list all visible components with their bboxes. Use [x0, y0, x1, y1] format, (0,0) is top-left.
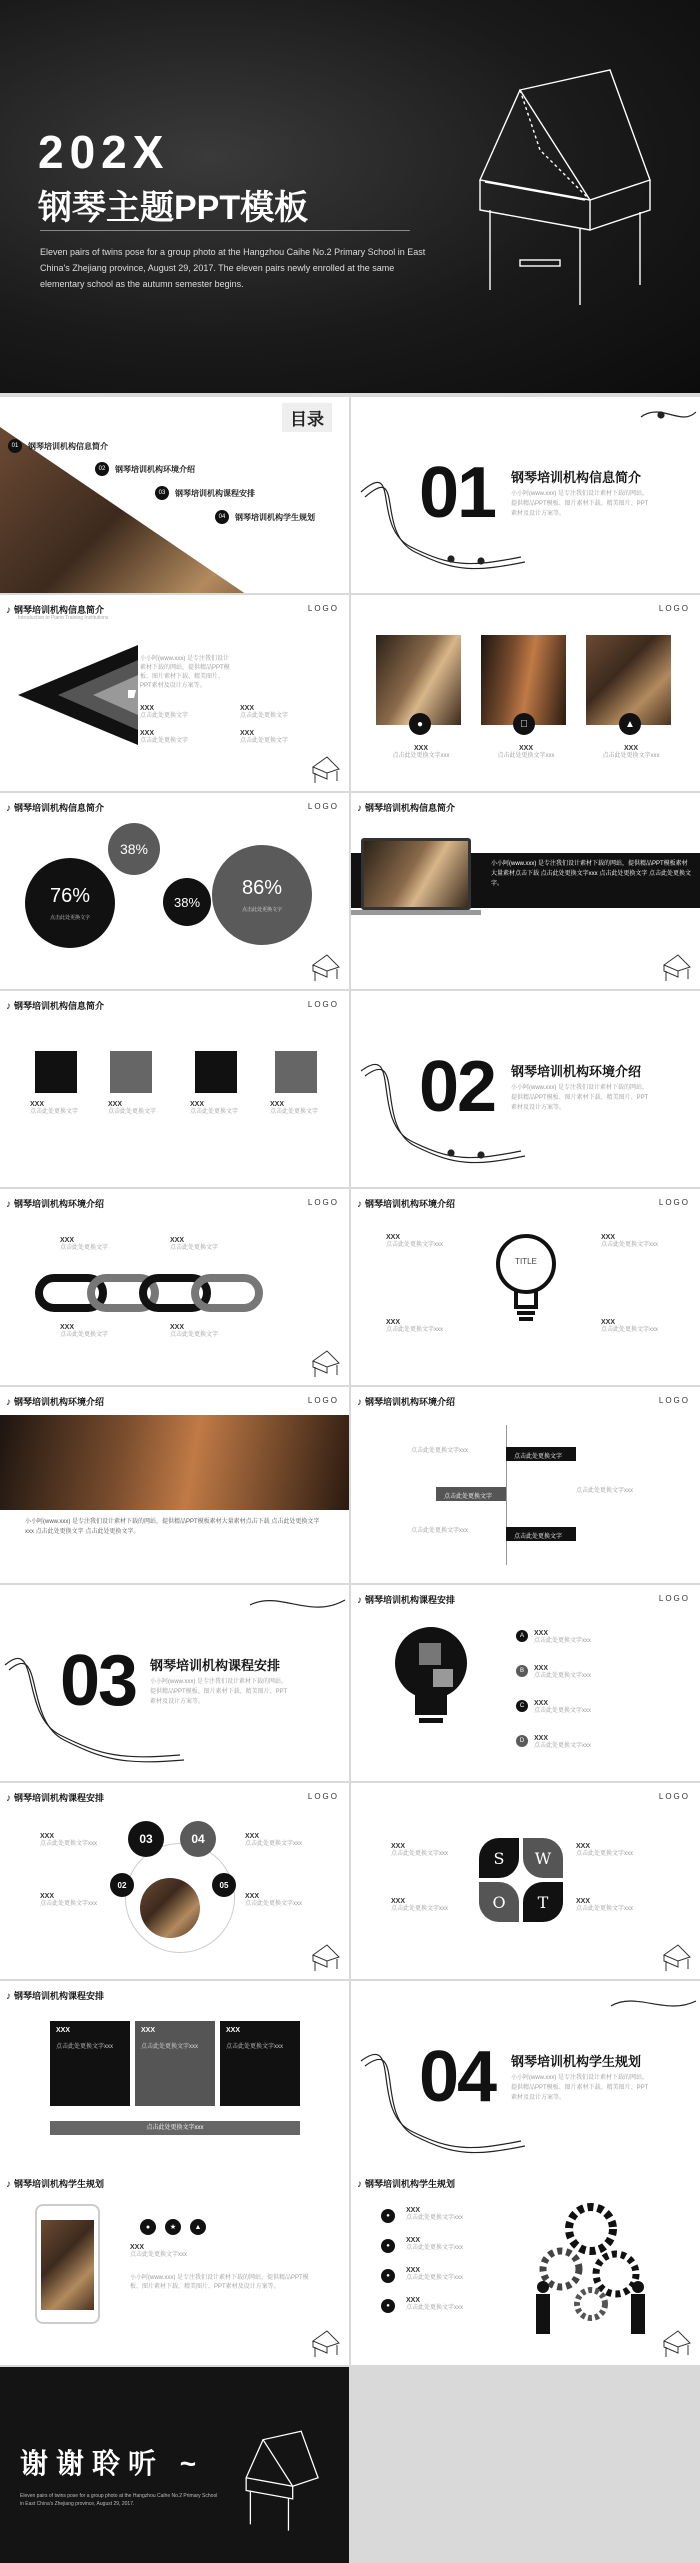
people-icon: ● [381, 2209, 395, 2223]
timeline-text: 点击此处更换文字xxx [411, 1528, 469, 1534]
item-title: XXX [140, 705, 155, 712]
chain-label-text: 点击此处更换文字 [60, 1245, 109, 1251]
course-box-text: 点击此处更换文字xxx [226, 2044, 284, 2050]
course-label-text: 点击此处更换文字xxx [40, 1841, 98, 1847]
gear-label-title: XXX [406, 2207, 421, 2214]
course-label-text: 点击此处更换文字xxx [40, 1901, 98, 1907]
course-label-text: 点击此处更换文字xxx [245, 1901, 303, 1907]
feature-icon: ● [140, 2219, 156, 2235]
swot-label [391, 1843, 448, 1859]
piano-icon [309, 2329, 343, 2359]
course-box-title: XXX [141, 2027, 156, 2034]
list-title: XXX [534, 1700, 549, 1707]
slide-header: ♪ 钢琴培训机构信息简介 [357, 801, 455, 814]
slide-header: ♪ 钢琴培训机构课程安排 [6, 1989, 104, 2002]
photo-3 [586, 635, 671, 725]
section-number: 02 [419, 1047, 496, 1127]
logo: LOGO [658, 1198, 690, 1207]
slide-header: ♪ 钢琴培训机构环境介绍 [357, 1395, 455, 1408]
funnel-item [140, 730, 188, 746]
banner-photo [0, 1415, 349, 1510]
list-title: XXX [534, 1735, 549, 1742]
swot-label [391, 1898, 448, 1914]
swot-label-title: XXX [391, 1843, 406, 1850]
funnel-item [240, 730, 288, 746]
bulb-label-title: XXX [386, 1234, 401, 1241]
caption-text: 点击此处更换文字xxx [392, 753, 450, 759]
funnel-item [140, 705, 188, 721]
list-text: 点击此处更换文字xxx [534, 1673, 592, 1679]
course-box [220, 2021, 300, 2106]
slide-header: ♪ 钢琴培训机构学生规划 [357, 2177, 455, 2190]
logo: LOGO [307, 1000, 339, 1009]
puzzle-piece-icon [35, 1051, 77, 1093]
piano-illustration [460, 60, 660, 320]
course-label [40, 1893, 97, 1909]
slide-header: ♪ 钢琴培训机构环境介绍 [6, 1197, 104, 1210]
course-box-title: XXX [226, 2027, 241, 2034]
swot-label [576, 1843, 633, 1859]
thanks-slide [0, 2367, 349, 2563]
swot-label-title: XXX [391, 1898, 406, 1905]
photo-text-slide [0, 1387, 349, 1583]
course-circle: 05 [212, 1873, 236, 1897]
photo-caption-2 [496, 745, 556, 761]
lightbulb-icon [491, 1229, 561, 1329]
cover-title: 钢琴主题PPT模板 [38, 189, 309, 227]
course-box [50, 2021, 130, 2106]
item-text: 点击此处更换文字 [140, 738, 189, 744]
cover-year: 202X [38, 126, 170, 178]
phone-icon [35, 2204, 100, 2324]
caption-text: 点击此处更换文字 [270, 1109, 319, 1115]
course-boxes-slide [0, 1981, 349, 2177]
item-title: XXX [240, 705, 255, 712]
toc-item-label: 钢琴培训机构学生规划 [235, 512, 315, 522]
section-description: 小小阿(www.xxx) 是专注我们设计素材下载的网站，提供精品PPT模板、图片素材下载、精美图片、PPT素材及设计方案等。 [511, 1085, 649, 1111]
section-title: 钢琴培训机构信息简介 [511, 470, 642, 485]
cover-divider [40, 230, 410, 231]
phone-slide [0, 2169, 349, 2365]
course-box-text: 点击此处更换文字xxx [141, 2044, 199, 2050]
timeline-tag: 点击此处更换文字 [436, 1487, 506, 1501]
timeline-slide [351, 1387, 700, 1583]
laptop-icon [361, 838, 471, 910]
caption-title: XXX [518, 745, 533, 752]
puzzle-caption [108, 1101, 156, 1117]
section-description: 小小阿(www.xxx) 是专注我们设计素材下载的网站，提供精品PPT模板、图片素材下载、精美图片、PPT素材及设计方案等。 [150, 1679, 288, 1705]
chain-label-text: 点击此处更换文字 [60, 1332, 109, 1338]
toc-item-number: 02 [95, 462, 109, 476]
course-label [40, 1833, 97, 1849]
caption-text: 点击此处更换文字 [108, 1109, 157, 1115]
android-icon: ▲ [619, 713, 641, 735]
list-bullet: B [516, 1665, 528, 1677]
section-title: 钢琴培训机构环境介绍 [511, 1064, 642, 1079]
swot-label-text: 点击此处更换文字xxx [576, 1906, 634, 1912]
section-description: 小小阿(www.xxx) 是专注我们设计素材下载的网站，提供精品PPT模板、图片素材下载、精美图片、PPT素材及设计方案等。 [511, 2075, 649, 2101]
course-label-title: XXX [245, 1833, 260, 1840]
lightbulb-title: TITLE [515, 1257, 537, 1266]
logo: LOGO [307, 802, 339, 811]
piano-icon [660, 953, 694, 983]
section-number: 01 [419, 453, 496, 533]
gear-label [406, 2297, 463, 2313]
banner-text: 小小阿(www.xxx) 是专注我们设计素材下载的网站，提供精品PPT模板素材大量素材点击下载 点击此处更换文字xxx 点击此处更换文字 点击此处更换文字。 [25, 1519, 320, 1535]
stat-circle [25, 858, 115, 948]
course-label-title: XXX [245, 1893, 260, 1900]
list-title: XXX [534, 1665, 549, 1672]
chain-label-text: 点击此处更换文字 [170, 1245, 219, 1251]
toc-heading: 目录 [282, 403, 332, 432]
list-item [516, 1630, 591, 1646]
puzzle-bulb-slide [351, 1585, 700, 1781]
course-circle: 04 [180, 1821, 216, 1857]
list-item [516, 1735, 591, 1751]
section-02-slide [351, 991, 700, 1187]
chain-label-title: XXX [60, 1237, 75, 1244]
logo: LOGO [658, 604, 690, 613]
puzzle-caption [30, 1101, 78, 1117]
list-text: 点击此处更换文字xxx [534, 1638, 592, 1644]
swot-label-title: XXX [576, 1898, 591, 1905]
toc-item-3[interactable] [155, 486, 255, 500]
puzzle-caption [270, 1101, 318, 1117]
caption-title: XXX [413, 745, 428, 752]
funnel-description: 小小阿(www.xxx) 是专注我们设计素材下载的网站，提供精品PPT模板、图片素材下载、精美图片、PPT素材及设计方案等。 [140, 656, 230, 689]
chef-icon: ● [381, 2239, 395, 2253]
swot-t: T [523, 1882, 563, 1922]
course-label-title: XXX [40, 1833, 55, 1840]
piano-icon [309, 1943, 343, 1973]
course-label [245, 1893, 302, 1909]
section-title: 钢琴培训机构学生规划 [511, 2054, 642, 2069]
slide-header: ♪ 钢琴培训机构环境介绍 [357, 1197, 455, 1210]
gear-label-text: 点击此处更换文字xxx [406, 2305, 464, 2311]
laptop-slide [351, 793, 700, 989]
swot-label-text: 点击此处更换文字xxx [576, 1851, 634, 1857]
stat-value: 76% [49, 885, 91, 907]
gear-label-title: XXX [406, 2297, 421, 2304]
apple-icon [513, 713, 535, 735]
section-03-slide [0, 1585, 349, 1781]
toc-item-label: 钢琴培训机构环境介绍 [115, 464, 195, 474]
gears-icon [526, 2199, 656, 2339]
logo: LOGO [307, 1396, 339, 1405]
list-bullet: C [516, 1700, 528, 1712]
course-box-text: 点击此处更换文字xxx [56, 2044, 114, 2050]
item-text: 点击此处更换文字 [240, 738, 289, 744]
toc-item-1[interactable] [8, 439, 108, 453]
slide-header: ♪ 钢琴培训机构学生规划 [6, 2177, 104, 2190]
section-04-slide [351, 1981, 700, 2177]
toc-item-label: 钢琴培训机构课程安排 [175, 488, 255, 498]
phone-description: 小小阿(www.xxx) 是专注我们设计素材下载的网站，提供精品PPT模板、图片素材下载、精美图片、PPT素材及设计方案等。 [130, 2275, 309, 2290]
logo: LOGO [307, 604, 339, 613]
swot-slide [351, 1783, 700, 1979]
list-bullet: A [516, 1630, 528, 1642]
toc-item-2[interactable] [95, 462, 195, 476]
caption-title: XXX [30, 1101, 45, 1108]
caption-title: XXX [623, 745, 638, 752]
feature-icon: ▲ [190, 2219, 206, 2235]
stat-circle: 38% [108, 823, 160, 875]
puzzle-piece-icon [275, 1051, 317, 1093]
photo-1 [376, 635, 461, 725]
feature-label [130, 2244, 187, 2260]
slide-header: ♪ 钢琴培训机构信息简介 [6, 603, 104, 616]
slide-header: ♪ 钢琴培训机构环境介绍 [6, 1395, 104, 1408]
bulb-label [601, 1234, 658, 1250]
logo: LOGO [307, 1792, 339, 1801]
puzzle-piece-icon [110, 1051, 152, 1093]
bulb-label-title: XXX [601, 1234, 616, 1241]
toc-item-number: 03 [155, 486, 169, 500]
item-text: 点击此处更换文字 [140, 713, 189, 719]
stat-label: 点击此处更换文字 [241, 907, 282, 913]
caption-title: XXX [190, 1101, 205, 1108]
course-label-title: XXX [40, 1893, 55, 1900]
gear-label-title: XXX [406, 2267, 421, 2274]
user-icon: ● [409, 713, 431, 735]
slide-header: ♪ 钢琴培训机构课程安排 [357, 1593, 455, 1606]
thanks-description: Eleven pairs of twins pose for a group photo at the Hangzhou Caihe No.2 Primary School in East China's Zhejiang province, August 29, 2017. [20, 2493, 218, 2507]
toc-item-number: 04 [215, 510, 229, 524]
chain-label-title: XXX [170, 1324, 185, 1331]
stat-label: 点击此处更换文字 [49, 915, 90, 921]
gear-label [406, 2267, 463, 2283]
list-item [516, 1665, 591, 1681]
logo: LOGO [658, 1396, 690, 1405]
feature-label-title: XXX [130, 2244, 145, 2251]
slide-subheader: Introduction to Piano Training Institutions [18, 615, 109, 621]
course-box-title: XXX [56, 2027, 71, 2034]
section-number: 03 [60, 1641, 137, 1721]
slide-header: ♪ 钢琴培训机构课程安排 [6, 1791, 104, 1804]
center-photo [140, 1878, 200, 1938]
item-title: XXX [140, 730, 155, 737]
caption-text: 点击此处更换文字 [30, 1109, 79, 1115]
item-title: XXX [240, 730, 255, 737]
list-text: 点击此处更换文字xxx [534, 1708, 592, 1714]
laptop-text: 小小阿(www.xxx) 是专注我们设计素材下载的网站，提供精品PPT模板素材大量素材点击下载 点击此处更换文字xxx 点击此处更换文字 点击此处更换文字。 [491, 861, 692, 887]
logo: LOGO [658, 1594, 690, 1603]
bulb-label-text: 点击此处更换文字xxx [601, 1327, 659, 1333]
list-item [516, 1700, 591, 1716]
photo-caption-1 [391, 745, 451, 761]
thanks-title: 谢谢聆听 ~ [20, 2448, 205, 2479]
bulb-label-text: 点击此处更换文字xxx [386, 1242, 444, 1248]
course-box [135, 2021, 215, 2106]
toc-item-label: 钢琴培训机构信息简介 [28, 441, 108, 451]
puzzle-lightbulb-icon [391, 1625, 471, 1735]
clock-icon: ● [381, 2299, 395, 2313]
gear-label-text: 点击此处更换文字xxx [406, 2245, 464, 2251]
caption-text: 点击此处更换文字 [190, 1109, 239, 1115]
chain-label [170, 1237, 218, 1253]
stat-circle: 38% [163, 878, 211, 926]
logo: LOGO [658, 1792, 690, 1801]
toc-item-number: 01 [8, 439, 22, 453]
info-photos-slide [351, 595, 700, 791]
bulb-label-title: XXX [601, 1319, 616, 1326]
bulb-label-text: 点击此处更换文字xxx [601, 1242, 659, 1248]
gear-label-text: 点击此处更换文字xxx [406, 2275, 464, 2281]
section-number: 04 [419, 2037, 496, 2117]
swot-label [576, 1898, 633, 1914]
section-description: 小小阿(www.xxx) 是专注我们设计素材下载的网站，提供精品PPT模板、图片素材下载、精美图片、PPT素材及设计方案等。 [511, 491, 649, 517]
gears-slide [351, 2169, 700, 2365]
bottle-icon: ● [381, 2269, 395, 2283]
timeline-tag: 点击此处更换文字 [506, 1447, 576, 1461]
feature-label-text: 点击此处更换文字xxx [130, 2252, 188, 2258]
bulb-label [386, 1234, 443, 1250]
swot-w: W [523, 1838, 563, 1878]
puzzle-slide [0, 991, 349, 1187]
chain-label [60, 1237, 108, 1253]
lightbulb-slide [351, 1189, 700, 1385]
chain-label [60, 1324, 108, 1340]
piano-icon [660, 2329, 694, 2359]
chain-label-title: XXX [60, 1324, 75, 1331]
logo: LOGO [307, 1198, 339, 1207]
caption-title: XXX [270, 1101, 285, 1108]
piano-icon [309, 953, 343, 983]
stats-slide [0, 793, 349, 989]
course-circle: 03 [128, 1821, 164, 1857]
course-footer-bar: 点击此处更换文字xxx [50, 2121, 300, 2135]
course-circle: 02 [110, 1873, 134, 1897]
piano-icon [309, 755, 343, 785]
slide-header: ♪ 钢琴培训机构信息简介 [6, 999, 104, 1012]
bulb-label [601, 1319, 658, 1335]
timeline-tag: 点击此处更换文字 [506, 1527, 576, 1541]
course-label [245, 1833, 302, 1849]
swot-s: S [479, 1838, 519, 1878]
list-bullet: D [516, 1735, 528, 1747]
caption-text: 点击此处更换文字xxx [497, 753, 555, 759]
chain-slide [0, 1189, 349, 1385]
funnel-item [240, 705, 288, 721]
timeline-axis [506, 1425, 507, 1565]
laptop-base [351, 910, 481, 915]
bulb-label-text: 点击此处更换文字xxx [386, 1327, 444, 1333]
feature-icon: ★ [165, 2219, 181, 2235]
piano-icon [660, 1943, 694, 1973]
cover-description: Eleven pairs of twins pose for a group photo at the Hangzhou Caihe No.2 Primary School in East China's Zhejiang province, August 29, 2017. The eleven pairs newly enrolled at the same elementary school as the autumn semester begins. [40, 247, 426, 289]
caption-title: XXX [108, 1101, 123, 1108]
bulb-label [386, 1319, 443, 1335]
chain-label-text: 点击此处更换文字 [170, 1332, 219, 1338]
chain-diagram [35, 1274, 295, 1314]
toc-item-4[interactable] [215, 510, 315, 524]
section-title: 钢琴培训机构课程安排 [150, 1658, 281, 1673]
photo-2 [481, 635, 566, 725]
info-funnel-slide [0, 595, 349, 791]
toc-slide [0, 397, 349, 593]
swot-label-text: 点击此处更换文字xxx [391, 1851, 449, 1857]
swot-o: O [479, 1882, 519, 1922]
chain-label-title: XXX [170, 1237, 185, 1244]
caption-text: 点击此处更换文字xxx [602, 753, 660, 759]
course-label-text: 点击此处更换文字xxx [245, 1841, 303, 1847]
chain-label [170, 1324, 218, 1340]
timeline-text: 点击此处更换文字xxx [411, 1448, 469, 1454]
section-01-slide [351, 397, 700, 593]
list-text: 点击此处更换文字xxx [534, 1743, 592, 1749]
piano-illustration [225, 2427, 335, 2537]
piano-icon [309, 1349, 343, 1379]
swot-label-title: XXX [576, 1843, 591, 1850]
list-title: XXX [534, 1630, 549, 1637]
gear-label-text: 点击此处更换文字xxx [406, 2215, 464, 2221]
item-text: 点击此处更换文字 [240, 713, 289, 719]
puzzle-piece-icon [195, 1051, 237, 1093]
slide-header: ♪ 钢琴培训机构信息简介 [6, 801, 104, 814]
photo-caption-3 [601, 745, 661, 761]
gear-label [406, 2237, 463, 2253]
course-circles-slide [0, 1783, 349, 1979]
gear-label [406, 2207, 463, 2223]
bulb-label-title: XXX [386, 1319, 401, 1326]
cover-slide [0, 0, 700, 393]
gear-label-title: XXX [406, 2237, 421, 2244]
stat-circle [212, 845, 312, 945]
funnel-diagram [18, 645, 148, 745]
swot-label-text: 点击此处更换文字xxx [391, 1906, 449, 1912]
timeline-text: 点击此处更换文字xxx [576, 1488, 634, 1494]
stat-value: 86% [241, 877, 283, 899]
puzzle-caption [190, 1101, 238, 1117]
